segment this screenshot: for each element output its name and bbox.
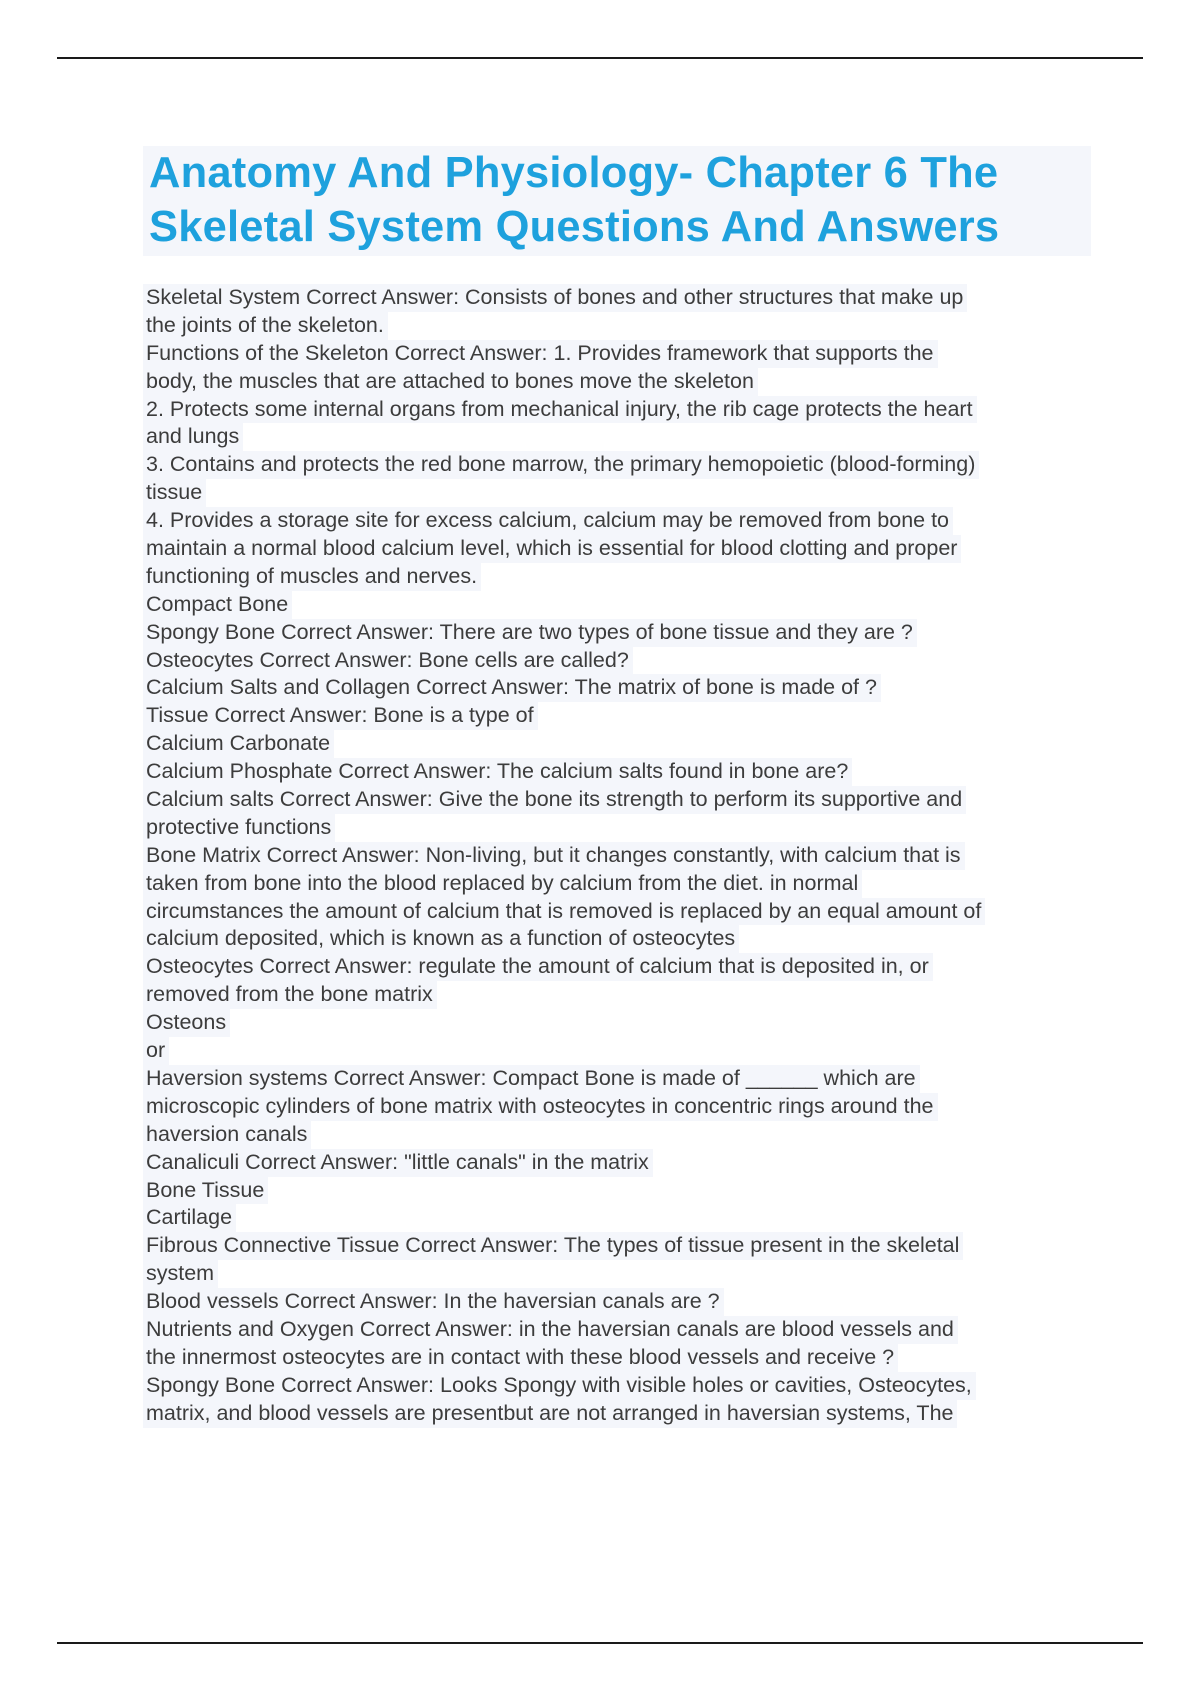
document-body <box>143 284 1091 1428</box>
text-line: Osteocytes Correct Answer: Bone cells are called? <box>143 647 633 675</box>
text-line: functioning of muscles and nerves. <box>143 563 481 591</box>
text-line: and lungs <box>143 423 243 451</box>
text-line: Bone Tissue <box>143 1177 268 1205</box>
document-title <box>143 146 1091 254</box>
text-line: Calcium salts Correct Answer: Give the bone its strength to perform its supportive and <box>143 786 966 814</box>
text-line: calcium deposited, which is known as a function of osteocytes <box>143 925 739 953</box>
text-line: Compact Bone <box>143 591 292 619</box>
text-line: taken from bone into the blood replaced by calcium from the diet. in normal <box>143 870 862 898</box>
header-rule <box>57 57 1143 59</box>
title-line: Anatomy And Physiology- Chapter 6 The <box>149 149 999 197</box>
text-line: 3. Contains and protects the red bone marrow, the primary hemopoietic (blood-forming) <box>143 451 979 479</box>
text-line: Fibrous Connective Tissue Correct Answer: The types of tissue present in the skeletal <box>143 1232 963 1260</box>
text-line: or <box>143 1037 169 1065</box>
footer-rule <box>57 1642 1143 1644</box>
text-line: Spongy Bone Correct Answer: Looks Spongy with visible holes or cavities, Osteocytes, <box>143 1372 976 1400</box>
text-line: Nutrients and Oxygen Correct Answer: in the haversian canals are blood vessels and <box>143 1316 958 1344</box>
text-line: Calcium Carbonate <box>143 730 334 758</box>
text-line: Haversion systems Correct Answer: Compact Bone is made of ______ which are <box>143 1065 920 1093</box>
text-line: microscopic cylinders of bone matrix with osteocytes in concentric rings around the <box>143 1093 938 1121</box>
text-line: system <box>143 1260 218 1288</box>
text-line: circumstances the amount of calcium that is removed is replaced by an equal amount of <box>143 898 985 926</box>
text-line: 4. Provides a storage site for excess calcium, calcium may be removed from bone to <box>143 507 953 535</box>
text-line: Bone Matrix Correct Answer: Non-living, but it changes constantly, with calcium that is <box>143 842 965 870</box>
text-line: protective functions <box>143 814 335 842</box>
text-line: maintain a normal blood calcium level, which is essential for blood clotting and proper <box>143 535 961 563</box>
text-line: Tissue Correct Answer: Bone is a type of <box>143 702 538 730</box>
text-line: Cartilage <box>143 1204 236 1232</box>
title-line: Skeletal System Questions And Answers <box>149 203 1000 251</box>
text-line: Skeletal System Correct Answer: Consists of bones and other structures that make up <box>143 284 967 312</box>
text-line: tissue <box>143 479 206 507</box>
text-line: Calcium Phosphate Correct Answer: The calcium salts found in bone are? <box>143 758 852 786</box>
text-line: Functions of the Skeleton Correct Answer: 1. Provides framework that supports the <box>143 340 938 368</box>
text-line: removed from the bone matrix <box>143 981 437 1009</box>
text-line: Calcium Salts and Collagen Correct Answer: The matrix of bone is made of ? <box>143 674 881 702</box>
text-line: Canaliculi Correct Answer: "little canals" in the matrix <box>143 1149 653 1177</box>
text-line: Blood vessels Correct Answer: In the haversian canals are ? <box>143 1288 724 1316</box>
text-line: Osteons <box>143 1009 230 1037</box>
text-line: the joints of the skeleton. <box>143 312 388 340</box>
text-line: haversion canals <box>143 1121 311 1149</box>
text-line: 2. Protects some internal organs from mechanical injury, the rib cage protects the heart <box>143 396 977 424</box>
text-line: matrix, and blood vessels are presentbut are not arranged in haversian systems, The <box>143 1400 957 1428</box>
text-line: the innermost osteocytes are in contact with these blood vessels and receive ? <box>143 1344 898 1372</box>
document-title-block <box>143 146 1091 256</box>
text-line: Spongy Bone Correct Answer: There are two types of bone tissue and they are ? <box>143 619 917 647</box>
text-line: Osteocytes Correct Answer: regulate the amount of calcium that is deposited in, or <box>143 953 933 981</box>
text-line: body, the muscles that are attached to bones move the skeleton <box>143 368 758 396</box>
